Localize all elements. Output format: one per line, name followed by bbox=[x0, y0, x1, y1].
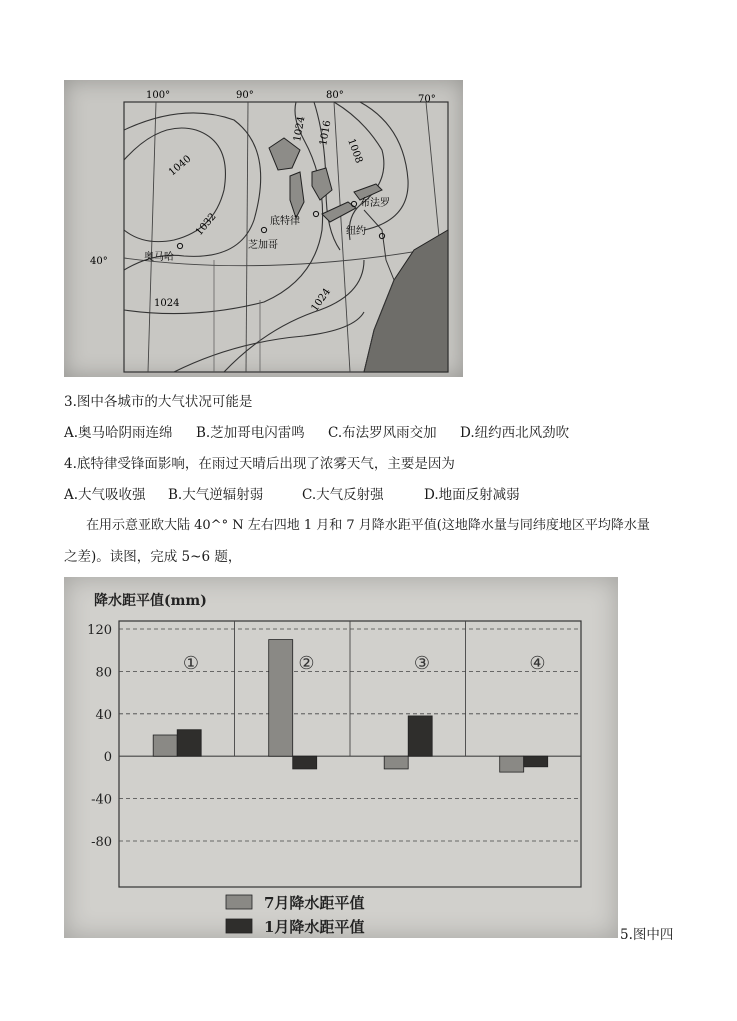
y-tick-label: 120 bbox=[87, 623, 112, 638]
q3-stem: 3.图中各城市的大气状况可能是 bbox=[64, 394, 253, 410]
weather-map-figure bbox=[64, 80, 463, 377]
lake-huron bbox=[312, 168, 332, 200]
legend-label: 1月降水距平值 bbox=[264, 918, 365, 936]
city-chicago: 芝加哥 bbox=[248, 240, 278, 251]
isobar-1032-line bbox=[124, 113, 261, 270]
bar-july bbox=[153, 735, 177, 756]
bar-january bbox=[524, 756, 548, 767]
isobar-label: 1024 bbox=[292, 115, 308, 143]
city-dot bbox=[261, 227, 266, 232]
isobar-label: 1032 bbox=[193, 211, 219, 238]
y-tick-label: 0 bbox=[103, 750, 112, 766]
city-buffalo: 布法罗 bbox=[360, 198, 390, 209]
legend-swatch bbox=[226, 919, 252, 933]
chart-ylabel: 降水距平值(mm) bbox=[94, 593, 207, 609]
lon-label-70: 70° bbox=[418, 94, 436, 105]
q4-option-a: A.大气吸收强 bbox=[64, 487, 146, 503]
city-detroit: 底特律 bbox=[270, 216, 300, 227]
category-label: ④ bbox=[529, 653, 546, 674]
y-tick-label: -40 bbox=[91, 792, 112, 808]
legend-swatch bbox=[226, 895, 252, 909]
q3-option-b: B.芝加哥电闪雷鸣 bbox=[196, 425, 305, 441]
legend-label: 7月降水距平值 bbox=[264, 894, 365, 912]
precip-chart-svg bbox=[64, 577, 618, 938]
city-dot bbox=[313, 211, 318, 216]
lake-michigan bbox=[290, 172, 304, 218]
lake-superior bbox=[269, 138, 300, 170]
city-dot bbox=[379, 233, 384, 238]
bar-july bbox=[269, 640, 293, 757]
bar-january bbox=[408, 716, 432, 756]
isobar-label: 1024 bbox=[309, 286, 334, 314]
y-tick-label: 40 bbox=[95, 707, 112, 723]
isobar-1008-line bbox=[334, 102, 384, 240]
intro-line-1: 在用示意亚欧大陆 40^° N 左右四地 1 月和 7 月降水距平值(这地降水量与同纬度地区平均降水量 bbox=[86, 518, 650, 533]
category-label: ③ bbox=[413, 653, 431, 674]
q3-option-c: C.布法罗风雨交加 bbox=[328, 425, 437, 441]
isobar-label: 1008 bbox=[345, 137, 365, 165]
q3-option-a: A.奥马哈阴雨连绵 bbox=[64, 425, 173, 441]
bar-january bbox=[177, 730, 201, 757]
q4-stem: 4.底特律受锋面影响，在雨过天晴后出现了浓雾天气，主要是因为 bbox=[64, 456, 455, 472]
city-dot bbox=[351, 201, 356, 206]
meridian-100 bbox=[148, 102, 156, 372]
q5-fragment: 5.图中四 bbox=[620, 927, 674, 943]
lon-label-100: 100° bbox=[146, 90, 171, 101]
bar-july bbox=[384, 756, 408, 769]
weather-map-svg bbox=[64, 80, 463, 377]
isobar-label: 1024 bbox=[154, 298, 180, 309]
bar-january bbox=[293, 756, 317, 769]
q4-option-b: B.大气逆辐射弱 bbox=[168, 487, 264, 503]
atlantic-ocean bbox=[364, 230, 448, 372]
city-newyork: 纽约 bbox=[346, 226, 366, 237]
city-omaha: 奥马哈 bbox=[144, 252, 174, 263]
q4-option-d: D.地面反射减弱 bbox=[424, 487, 520, 503]
q3-option-d: D.纽约西北风劲吹 bbox=[460, 425, 570, 441]
category-label: ① bbox=[182, 653, 200, 674]
precip-chart-figure bbox=[64, 577, 618, 938]
bar-july bbox=[500, 756, 524, 772]
meridian-90 bbox=[246, 102, 248, 372]
category-label: ② bbox=[298, 653, 315, 674]
lat-label-40: 40° bbox=[90, 256, 108, 267]
y-tick-label: -80 bbox=[91, 835, 112, 850]
lon-label-80: 80° bbox=[326, 90, 344, 101]
y-tick-label: 80 bbox=[95, 665, 112, 681]
isobar-label: 1040 bbox=[166, 153, 194, 179]
q4-option-c: C.大气反射强 bbox=[302, 487, 384, 503]
isobar-outer-line bbox=[174, 312, 364, 372]
intro-line-2: 之差)。读图，完成 5~6 题， bbox=[64, 549, 242, 565]
isobar-1024-south-line bbox=[224, 260, 364, 372]
lon-label-90: 90° bbox=[236, 90, 254, 101]
city-dot bbox=[177, 243, 182, 248]
isobar-label: 1016 bbox=[318, 119, 334, 147]
